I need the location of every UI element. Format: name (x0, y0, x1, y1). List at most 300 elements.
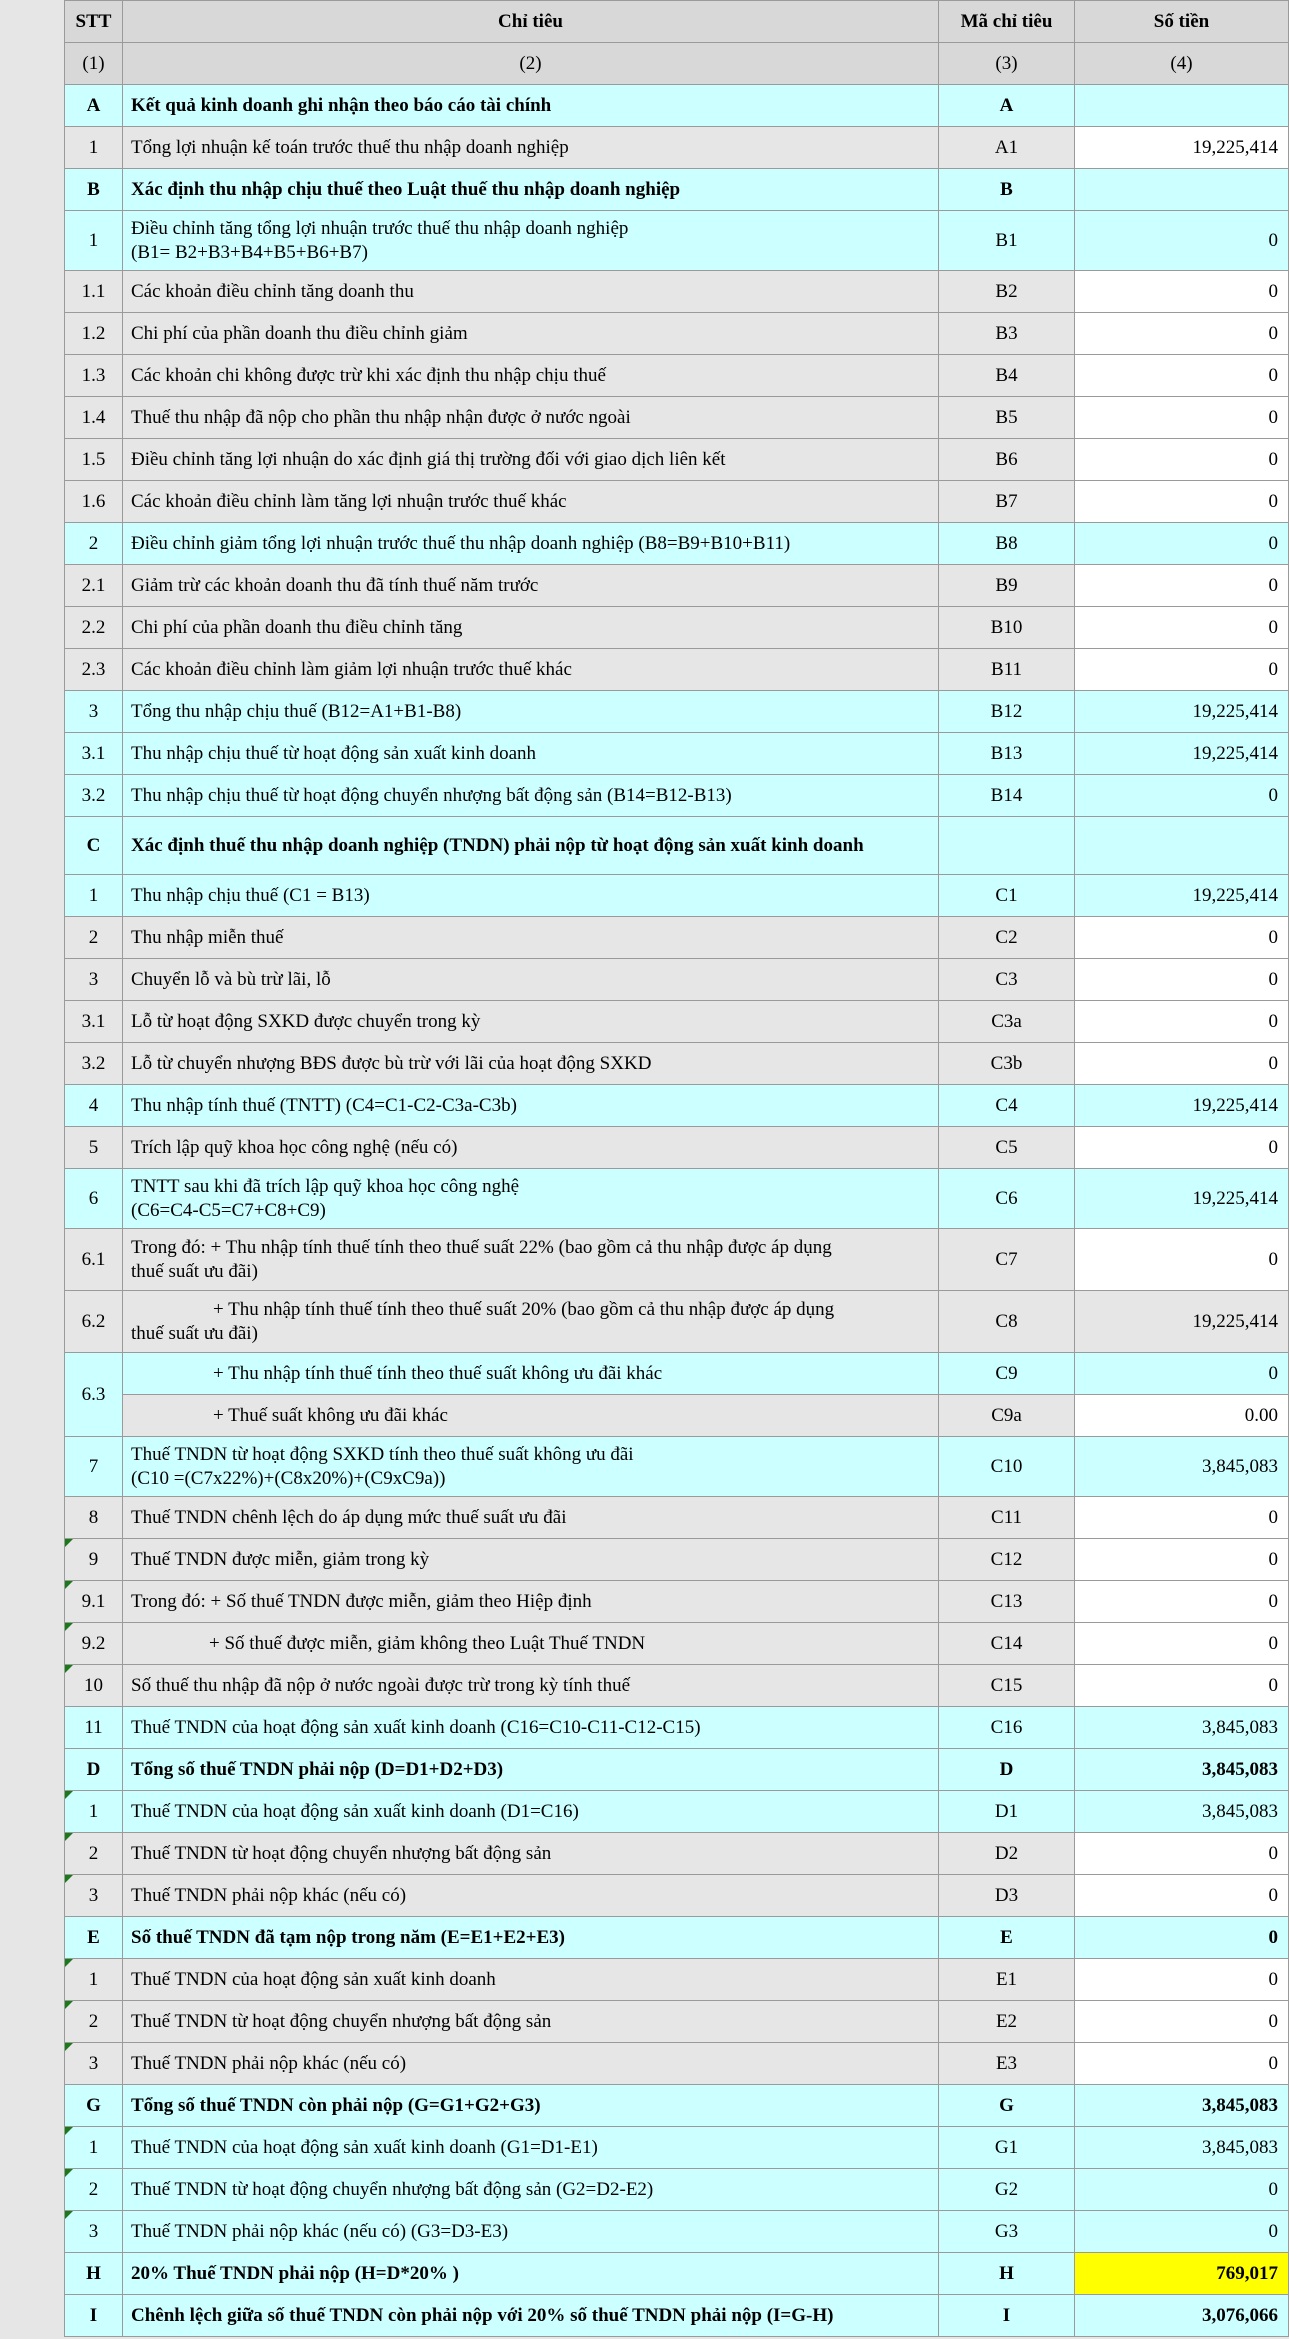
so-tien-cell[interactable]: 0 (1075, 1127, 1289, 1169)
so-tien-cell[interactable]: 0 (1075, 2043, 1289, 2085)
stt-cell: 2 (65, 2001, 123, 2043)
ma-chi-tieu-cell: A1 (939, 127, 1075, 169)
header-chi-tieu: Chỉ tiêu (123, 1, 939, 43)
stt-cell: B (65, 169, 123, 211)
stt-cell: 1 (65, 875, 123, 917)
table-row (65, 607, 1289, 649)
chi-tieu-cell (123, 1917, 939, 1959)
chi-tieu-label: Trong đó: + Thu nhập tính thuế tính theo thuế suất 22% (bao gồm cả thu nhập được áp dụng (131, 1236, 832, 1258)
chi-tieu-cell (123, 169, 939, 211)
so-tien-cell[interactable]: 0 (1075, 607, 1289, 649)
stt-cell: 9.2 (65, 1623, 123, 1665)
stt-cell: 3.2 (65, 1043, 123, 1085)
stt-cell: 1.4 (65, 397, 123, 439)
ma-chi-tieu-cell: G1 (939, 2127, 1075, 2169)
chi-tieu-label: Tổng lợi nhuận kế toán trước thuế thu nhập doanh nghiệp (131, 136, 569, 158)
chi-tieu-label: Thu nhập chịu thuế (C1 = B13) (131, 884, 370, 906)
table-row (65, 1169, 1289, 1229)
ma-chi-tieu-cell: B6 (939, 439, 1075, 481)
table-row (65, 1437, 1289, 1497)
chi-tieu-cell (123, 1623, 939, 1665)
ma-chi-tieu-cell: C3b (939, 1043, 1075, 1085)
table-row (65, 1043, 1289, 1085)
stt-cell: 10 (65, 1665, 123, 1707)
stt-cell: 3 (65, 1875, 123, 1917)
table-row (65, 2253, 1289, 2295)
ma-chi-tieu-cell: G2 (939, 2169, 1075, 2211)
chi-tieu-label: Thuế thu nhập đã nộp cho phần thu nhập nhận được ở nước ngoài (131, 406, 631, 428)
so-tien-cell[interactable]: 0 (1075, 1959, 1289, 2001)
chi-tieu-cell (123, 959, 939, 1001)
table-row (65, 2295, 1289, 2337)
stt-cell: 1.6 (65, 481, 123, 523)
ma-chi-tieu-cell: C5 (939, 1127, 1075, 1169)
so-tien-cell[interactable]: 0 (1075, 649, 1289, 691)
stt-cell: 3 (65, 2043, 123, 2085)
ma-chi-tieu-cell: E1 (939, 1959, 1075, 2001)
chi-tieu-label: 20% Thuế TNDN phải nộp (H=D*20% ) (131, 2262, 459, 2284)
ma-chi-tieu-cell: C3a (939, 1001, 1075, 1043)
table-row (65, 1539, 1289, 1581)
so-tien-cell[interactable]: 19,225,414 (1075, 1085, 1289, 1127)
col-number-3: (3) (939, 43, 1075, 85)
chi-tieu-label: Thuế TNDN từ hoạt động chuyển nhượng bất động sản (131, 1842, 552, 1864)
table-row (65, 565, 1289, 607)
table-row (65, 1749, 1289, 1791)
table-row (65, 917, 1289, 959)
table-row (65, 523, 1289, 565)
chi-tieu-label: Xác định thu nhập chịu thuế theo Luật thuế thu nhập doanh nghiệp (131, 178, 681, 200)
chi-tieu-cell (123, 2043, 939, 2085)
ma-chi-tieu-cell: E3 (939, 2043, 1075, 2085)
chi-tieu-label: Lỗ từ chuyển nhượng BĐS được bù trừ với lãi của hoạt động SXKD (131, 1052, 652, 1074)
table-row (65, 439, 1289, 481)
table-row (65, 1707, 1289, 1749)
chi-tieu-label: Các khoản điều chỉnh làm giảm lợi nhuận trước thuế khác (131, 658, 572, 680)
so-tien-cell[interactable]: 3,845,083 (1075, 1749, 1289, 1791)
chi-tieu-label: Chi phí của phần doanh thu điều chỉnh giảm (131, 322, 468, 344)
so-tien-cell[interactable]: 0 (1075, 1665, 1289, 1707)
chi-tieu-cell (123, 211, 939, 271)
table-row (65, 2211, 1289, 2253)
stt-cell: 2 (65, 2169, 123, 2211)
chi-tieu-label: Chi phí của phần doanh thu điều chỉnh tăng (131, 616, 463, 638)
chi-tieu-label: Xác định thuế thu nhập doanh nghiệp (TNDN) phải nộp từ hoạt động sản xuất kinh doanh (131, 834, 864, 856)
chi-tieu-label: Trong đó: + Số thuế TNDN được miễn, giảm theo Hiệp định (131, 1590, 592, 1612)
stt-cell: 5 (65, 1127, 123, 1169)
chi-tieu-label: Thuế TNDN từ hoạt động chuyển nhượng bất động sản (G2=D2-E2) (131, 2178, 654, 2200)
ma-chi-tieu-cell: B (939, 169, 1075, 211)
chi-tieu-label: Thuế TNDN được miễn, giảm trong kỳ (131, 1548, 430, 1570)
stt-cell: 3.1 (65, 1001, 123, 1043)
ma-chi-tieu-cell: C13 (939, 1581, 1075, 1623)
table-row (65, 959, 1289, 1001)
so-tien-cell[interactable]: 19,225,414 (1075, 127, 1289, 169)
so-tien-cell[interactable]: 0 (1075, 439, 1289, 481)
ma-chi-tieu-cell: C11 (939, 1497, 1075, 1539)
chi-tieu-label: Thuế TNDN phải nộp khác (nếu có) (131, 1884, 407, 1906)
so-tien-cell[interactable]: 0 (1075, 271, 1289, 313)
table-row (65, 1959, 1289, 2001)
so-tien-cell[interactable]: 3,845,083 (1075, 1437, 1289, 1497)
so-tien-cell[interactable]: 0 (1075, 565, 1289, 607)
chi-tieu-label: Các khoản chi không được trừ khi xác định thu nhập chịu thuế (131, 364, 606, 386)
table-row (65, 127, 1289, 169)
table-row (65, 397, 1289, 439)
stt-cell: 1.2 (65, 313, 123, 355)
chi-tieu-label: Số thuế TNDN đã tạm nộp trong năm (E=E1+E2+E3) (131, 1926, 566, 1948)
chi-tieu-cell (123, 2295, 939, 2337)
table-row (65, 775, 1289, 817)
so-tien-cell[interactable]: 0 (1075, 2169, 1289, 2211)
stt-cell: 2.2 (65, 607, 123, 649)
ma-chi-tieu-cell: D2 (939, 1833, 1075, 1875)
chi-tieu-cell (123, 481, 939, 523)
table-row (65, 1127, 1289, 1169)
ma-chi-tieu-cell: B12 (939, 691, 1075, 733)
so-tien-cell[interactable]: 0.00 (1075, 1395, 1289, 1437)
chi-tieu-label: Thu nhập tính thuế (TNTT) (C4=C1-C2-C3a-C3b) (131, 1094, 517, 1116)
chi-tieu-cell (123, 1497, 939, 1539)
so-tien-cell[interactable]: 0 (1075, 1353, 1289, 1395)
so-tien-cell[interactable] (1075, 169, 1289, 211)
chi-tieu-label: Chênh lệch giữa số thuế TNDN còn phải nộp với 20% số thuế TNDN phải nộp (I=G-H) (131, 2304, 834, 2326)
header-stt: STT (65, 1, 123, 43)
chi-tieu-cell (123, 85, 939, 127)
stt-cell: 6.1 (65, 1229, 123, 1291)
so-tien-cell[interactable]: 0 (1075, 2001, 1289, 2043)
so-tien-cell[interactable]: 0 (1075, 775, 1289, 817)
chi-tieu-label: + Thu nhập tính thuế tính theo thuế suất không ưu đãi khác (213, 1362, 663, 1384)
ma-chi-tieu-cell: B3 (939, 313, 1075, 355)
chi-tieu-cell (123, 127, 939, 169)
chi-tieu-cell (123, 1707, 939, 1749)
chi-tieu-cell (123, 1539, 939, 1581)
chi-tieu-label: Thuế TNDN từ hoạt động chuyển nhượng bất động sản (131, 2010, 552, 2032)
ma-chi-tieu-cell: B4 (939, 355, 1075, 397)
chi-tieu-label: Giảm trừ các khoản doanh thu đã tính thuế năm trước (131, 574, 539, 596)
ma-chi-tieu-cell: B13 (939, 733, 1075, 775)
chi-tieu-cell (123, 733, 939, 775)
table-row (65, 733, 1289, 775)
chi-tieu-cell (123, 1169, 939, 1229)
ma-chi-tieu-cell: A (939, 85, 1075, 127)
so-tien-cell[interactable]: 0 (1075, 1875, 1289, 1917)
so-tien-cell[interactable]: 0 (1075, 959, 1289, 1001)
table-row (65, 649, 1289, 691)
chi-tieu-label-line2: (C6=C4-C5=C7+C8+C9) (131, 1199, 326, 1221)
tax-finalization-table (64, 0, 1289, 2337)
chi-tieu-label: Thu nhập chịu thuế từ hoạt động chuyển nhượng bất động sản (B14=B12-B13) (131, 784, 732, 806)
table-row (65, 1395, 1289, 1437)
stt-cell: 1.1 (65, 271, 123, 313)
stt-cell: 1 (65, 2127, 123, 2169)
stt-cell: 2 (65, 1833, 123, 1875)
chi-tieu-cell (123, 1043, 939, 1085)
stt-cell: 2 (65, 917, 123, 959)
ma-chi-tieu-cell: D3 (939, 1875, 1075, 1917)
chi-tieu-cell (123, 2211, 939, 2253)
ma-chi-tieu-cell: B9 (939, 565, 1075, 607)
column-number-row (65, 43, 1289, 85)
chi-tieu-label: Thuế TNDN của hoạt động sản xuất kinh doanh (C16=C10-C11-C12-C15) (131, 1716, 701, 1738)
ma-chi-tieu-cell: G (939, 2085, 1075, 2127)
so-tien-cell[interactable]: 0 (1075, 355, 1289, 397)
table-row (65, 1001, 1289, 1043)
so-tien-cell[interactable]: 0 (1075, 481, 1289, 523)
so-tien-cell[interactable]: 0 (1075, 1497, 1289, 1539)
so-tien-cell[interactable]: 19,225,414 (1075, 1291, 1289, 1353)
chi-tieu-label: Thu nhập chịu thuế từ hoạt động sản xuất kinh doanh (131, 742, 537, 764)
chi-tieu-cell (123, 2127, 939, 2169)
chi-tieu-label: TNTT sau khi đã trích lập quỹ khoa học công nghệ (131, 1175, 519, 1197)
table-row (65, 1581, 1289, 1623)
ma-chi-tieu-cell: H (939, 2253, 1075, 2295)
col-number-2: (2) (123, 43, 939, 85)
stt-cell: 8 (65, 1497, 123, 1539)
so-tien-cell[interactable]: 0 (1075, 2211, 1289, 2253)
chi-tieu-cell (123, 1959, 939, 2001)
chi-tieu-cell (123, 1229, 939, 1291)
chi-tieu-cell (123, 1127, 939, 1169)
table-row (65, 1291, 1289, 1353)
ma-chi-tieu-cell: C9a (939, 1395, 1075, 1437)
stt-cell: 1 (65, 127, 123, 169)
chi-tieu-label-line2: thuế suất ưu đãi) (131, 1322, 258, 1344)
so-tien-cell[interactable]: 0 (1075, 1001, 1289, 1043)
so-tien-cell[interactable]: 19,225,414 (1075, 875, 1289, 917)
ma-chi-tieu-cell: G3 (939, 2211, 1075, 2253)
chi-tieu-label: Thuế TNDN của hoạt động sản xuất kinh doanh (G1=D1-E1) (131, 2136, 598, 2158)
ma-chi-tieu-cell: E (939, 1917, 1075, 1959)
stt-cell: 9 (65, 1539, 123, 1581)
stt-cell: 6.2 (65, 1291, 123, 1353)
table-row (65, 1917, 1289, 1959)
stt-cell: 1.3 (65, 355, 123, 397)
table-row (65, 2043, 1289, 2085)
so-tien-cell[interactable]: 0 (1075, 1229, 1289, 1291)
so-tien-cell[interactable]: 0 (1075, 917, 1289, 959)
chi-tieu-label: Thuế TNDN của hoạt động sản xuất kinh doanh (D1=C16) (131, 1800, 579, 1822)
stt-cell: 3 (65, 691, 123, 733)
chi-tieu-cell (123, 439, 939, 481)
table-row (65, 1875, 1289, 1917)
table-row (65, 2001, 1289, 2043)
table-row (65, 2085, 1289, 2127)
ma-chi-tieu-cell: B1 (939, 211, 1075, 271)
so-tien-cell[interactable]: 0 (1075, 397, 1289, 439)
so-tien-cell[interactable]: 3,845,083 (1075, 2127, 1289, 2169)
so-tien-cell[interactable]: 3,845,083 (1075, 1707, 1289, 1749)
chi-tieu-label: Thuế TNDN phải nộp khác (nếu có) (G3=D3-E3) (131, 2220, 509, 2242)
table-row (65, 1497, 1289, 1539)
chi-tieu-label: Thu nhập miễn thuế (131, 926, 284, 948)
so-tien-cell[interactable]: 19,225,414 (1075, 733, 1289, 775)
chi-tieu-cell (123, 649, 939, 691)
table-row (65, 1791, 1289, 1833)
stt-cell: 1 (65, 1791, 123, 1833)
chi-tieu-label: Thuế TNDN phải nộp khác (nếu có) (131, 2052, 407, 2074)
chi-tieu-label: Điều chỉnh tăng tổng lợi nhuận trước thuế thu nhập doanh nghiệp (131, 217, 629, 239)
stt-cell: 2.3 (65, 649, 123, 691)
so-tien-cell[interactable]: 0 (1075, 523, 1289, 565)
chi-tieu-cell (123, 2001, 939, 2043)
stt-cell: 7 (65, 1437, 123, 1497)
stt-cell: I (65, 2295, 123, 2337)
chi-tieu-label-line2: (C10 =(C7x22%)+(C8x20%)+(C9xC9a)) (131, 1467, 446, 1489)
chi-tieu-label: Trích lập quỹ khoa học công nghệ (nếu có) (131, 1136, 458, 1158)
chi-tieu-label: Thuế TNDN của hoạt động sản xuất kinh doanh (131, 1968, 496, 1990)
table-row (65, 1085, 1289, 1127)
stt-cell: A (65, 85, 123, 127)
chi-tieu-label: Thuế TNDN chênh lệch do áp dụng mức thuế suất ưu đãi (131, 1506, 567, 1528)
chi-tieu-label: Tổng thu nhập chịu thuế (B12=A1+B1-B8) (131, 700, 462, 722)
chi-tieu-label: Tổng số thuế TNDN phải nộp (D=D1+D2+D3) (131, 1758, 504, 1780)
ma-chi-tieu-cell: C12 (939, 1539, 1075, 1581)
stt-cell: 2 (65, 523, 123, 565)
chi-tieu-label: Các khoản điều chỉnh tăng doanh thu (131, 280, 414, 302)
chi-tieu-cell (123, 775, 939, 817)
chi-tieu-cell (123, 2085, 939, 2127)
stt-cell: 2.1 (65, 565, 123, 607)
chi-tieu-cell (123, 313, 939, 355)
table-row (65, 817, 1289, 875)
table-row (65, 1665, 1289, 1707)
table-row (65, 271, 1289, 313)
chi-tieu-label: + Số thuế được miễn, giảm không theo Luật Thuế TNDN (209, 1632, 646, 1654)
chi-tieu-label: Kết quả kinh doanh ghi nhận theo báo cáo tài chính (131, 94, 552, 116)
table-row (65, 2127, 1289, 2169)
ma-chi-tieu-cell: C7 (939, 1229, 1075, 1291)
ma-chi-tieu-cell: B2 (939, 271, 1075, 313)
ma-chi-tieu-cell: C9 (939, 1353, 1075, 1395)
chi-tieu-cell (123, 1291, 939, 1353)
col-number-1: (1) (65, 43, 123, 85)
chi-tieu-cell (123, 1833, 939, 1875)
so-tien-cell[interactable]: 19,225,414 (1075, 1169, 1289, 1229)
so-tien-cell[interactable]: 0 (1075, 1833, 1289, 1875)
stt-cell: G (65, 2085, 123, 2127)
so-tien-cell[interactable]: 3,845,083 (1075, 2085, 1289, 2127)
chi-tieu-label: Điều chỉnh giảm tổng lợi nhuận trước thuế thu nhập doanh nghiệp (B8=B9+B10+B11) (131, 532, 791, 554)
table-row (65, 169, 1289, 211)
stt-cell: 9.1 (65, 1581, 123, 1623)
table-row (65, 1833, 1289, 1875)
ma-chi-tieu-cell: I (939, 2295, 1075, 2337)
table-row (65, 481, 1289, 523)
stt-cell: 3 (65, 959, 123, 1001)
chi-tieu-cell (123, 2253, 939, 2295)
chi-tieu-label: Các khoản điều chỉnh làm tăng lợi nhuận trước thuế khác (131, 490, 567, 512)
ma-chi-tieu-cell: D1 (939, 1791, 1075, 1833)
so-tien-cell[interactable]: 0 (1075, 313, 1289, 355)
table-row (65, 1623, 1289, 1665)
chi-tieu-cell (123, 817, 939, 875)
stt-cell: 1 (65, 1959, 123, 2001)
stt-cell: 6 (65, 1169, 123, 1229)
stt-cell: H (65, 2253, 123, 2295)
stt-cell: E (65, 1917, 123, 1959)
ma-chi-tieu-cell: C10 (939, 1437, 1075, 1497)
col-number-4: (4) (1075, 43, 1289, 85)
chi-tieu-cell (123, 397, 939, 439)
stt-cell: 1 (65, 211, 123, 271)
so-tien-cell[interactable]: 0 (1075, 1623, 1289, 1665)
so-tien-cell[interactable] (1075, 85, 1289, 127)
stt-cell: D (65, 1749, 123, 1791)
chi-tieu-label: Chuyển lỗ và bù trừ lãi, lỗ (131, 968, 331, 990)
so-tien-cell[interactable]: 0 (1075, 1043, 1289, 1085)
ma-chi-tieu-cell: C4 (939, 1085, 1075, 1127)
stt-cell: 3.1 (65, 733, 123, 775)
chi-tieu-cell (123, 1875, 939, 1917)
chi-tieu-cell (123, 1395, 939, 1437)
ma-chi-tieu-cell: C2 (939, 917, 1075, 959)
table-row (65, 211, 1289, 271)
header-so-tien: Số tiền (1075, 1, 1289, 43)
ma-chi-tieu-cell: B8 (939, 523, 1075, 565)
chi-tieu-label: Điều chỉnh tăng lợi nhuận do xác định giá thị trường đối với giao dịch liên kết (131, 448, 726, 470)
chi-tieu-cell (123, 1581, 939, 1623)
chi-tieu-label: Tổng số thuế TNDN còn phải nộp (G=G1+G2+G3) (131, 2094, 541, 2116)
chi-tieu-cell (123, 355, 939, 397)
ma-chi-tieu-cell: C15 (939, 1665, 1075, 1707)
so-tien-cell[interactable]: 0 (1075, 1539, 1289, 1581)
chi-tieu-cell (123, 1665, 939, 1707)
ma-chi-tieu-cell: C16 (939, 1707, 1075, 1749)
chi-tieu-label: Lỗ từ hoạt động SXKD được chuyển trong kỳ (131, 1010, 481, 1032)
table-row (65, 85, 1289, 127)
ma-chi-tieu-cell: C14 (939, 1623, 1075, 1665)
so-tien-cell[interactable]: 3,076,066 (1075, 2295, 1289, 2337)
chi-tieu-cell (123, 271, 939, 313)
chi-tieu-cell (123, 1085, 939, 1127)
stt-cell: 4 (65, 1085, 123, 1127)
chi-tieu-cell (123, 1353, 939, 1395)
chi-tieu-label: Thuế TNDN từ hoạt động SXKD tính theo thuế suất không ưu đãi (131, 1443, 634, 1465)
so-tien-cell[interactable]: 0 (1075, 1917, 1289, 1959)
ma-chi-tieu-cell: B11 (939, 649, 1075, 691)
chi-tieu-cell (123, 1749, 939, 1791)
stt-cell: 11 (65, 1707, 123, 1749)
header-ma-chi-tieu: Mã chỉ tiêu (939, 1, 1075, 43)
so-tien-cell[interactable]: 19,225,414 (1075, 691, 1289, 733)
so-tien-cell[interactable]: 3,845,083 (1075, 1791, 1289, 1833)
so-tien-cell[interactable]: 0 (1075, 211, 1289, 271)
chi-tieu-cell (123, 917, 939, 959)
stt-cell: C (65, 817, 123, 875)
so-tien-cell[interactable] (1075, 817, 1289, 875)
stt-cell: 1.5 (65, 439, 123, 481)
so-tien-cell[interactable]: 769,017 (1075, 2253, 1289, 2295)
chi-tieu-label-line2: thuế suất ưu đãi) (131, 1260, 258, 1282)
so-tien-cell[interactable]: 0 (1075, 1581, 1289, 1623)
chi-tieu-cell (123, 607, 939, 649)
header-row (65, 1, 1289, 43)
stt-cell: 3.2 (65, 775, 123, 817)
ma-chi-tieu-cell: C3 (939, 959, 1075, 1001)
stt-cell: 3 (65, 2211, 123, 2253)
table-row (65, 355, 1289, 397)
chi-tieu-label-line2: (B1= B2+B3+B4+B5+B6+B7) (131, 241, 368, 263)
ma-chi-tieu-cell: B14 (939, 775, 1075, 817)
chi-tieu-label: + Thu nhập tính thuế tính theo thuế suất 20% (bao gồm cả thu nhập được áp dụng (213, 1298, 835, 1320)
chi-tieu-label: + Thuế suất không ưu đãi khác (213, 1404, 448, 1426)
chi-tieu-cell (123, 565, 939, 607)
chi-tieu-cell (123, 1791, 939, 1833)
chi-tieu-label: Số thuế thu nhập đã nộp ở nước ngoài được trừ trong kỳ tính thuế (131, 1674, 631, 1696)
table-row (65, 1229, 1289, 1291)
